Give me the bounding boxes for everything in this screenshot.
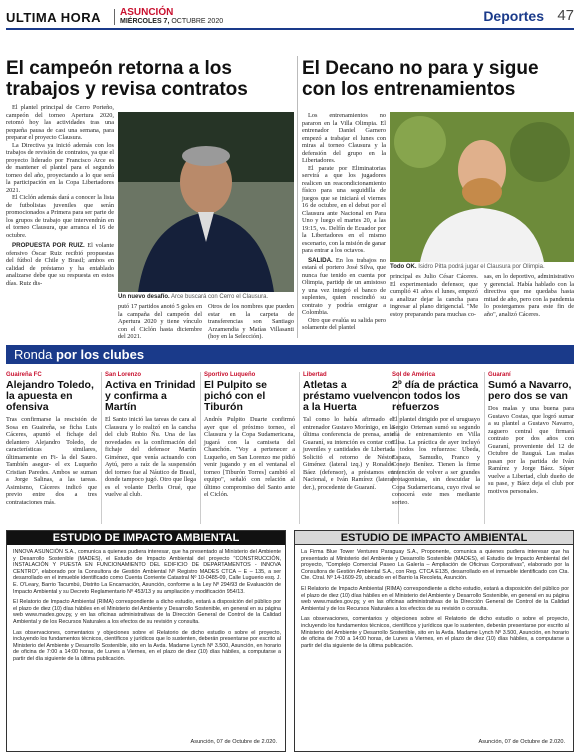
club-headline[interactable]: Activa en Trinidad y confirma a Martín [105,379,196,413]
header-divider [114,9,115,25]
club-divider [299,372,300,524]
date-label [120,18,223,25]
club-tag: Sol de América [392,372,436,378]
article2-lead-para [302,257,386,317]
legal-notice-2 [294,530,574,752]
coach-photo-illustration [118,112,294,292]
date-day: MIÉRCOLES 7, [120,18,170,25]
club-item[interactable] [6,372,97,506]
club-headline[interactable]: El Pulpito se pichó con el Tiburón [204,379,268,413]
article2-para: El parate por Eliminatorias servirá a que los jugadores realicen un reacondicionamiento físico para una seguidilla de juegos que se iniciará el viernes 16 de octubre, en el debut por el Clausura ante Nacional en Para Uno y luego el martes 20, a las 19:15, vs. Delfín de Ecuador por la Libertadores en el mismo escenario, con la misión de ganar para entrar a los octavos. [302,164,386,254]
caption-rest: Arce buscará con Cerro el Clausura. [171,294,269,300]
sports-label: Deportes [483,8,544,24]
notice-para: La Firma Blue Tower Ventures Paraguay S.A., Proponente, comunica a quienes pudiera interesar que ha presentado al Ministerio del Ambiente y Desarrollo Sostenible (MADES), el Estudio de Impacto Ambiental del proyecto, "Complejo Comercial Paseo La Galería – Ampliación de Oficinas Corporativas", elaborado por la Consultora de Gestión Ambiental S.A., con Reg. CTCA E135, desarrollado en el inmueble identificado con Cta. Cte. Ctral. Nº 14-1609-29, ubicado en el Barrio la Recoleta, Asunción. [301,549,569,582]
player-photo-illustration [390,112,574,262]
page-number: 47 [557,7,574,24]
club-tag: Guaireña FC [6,372,42,378]
article2-para: principal es Julio César Cáceres. El experimentado defensor, que cumplió 41 años el lunes, empezó a analizar dejar la cancha para ingresar al plano dirigencial. "Me estoy preparando para muchas co- [390,273,478,318]
article1-photo[interactable] [118,112,294,292]
article2-para: Otro que evalúa su salida pero solamente del plantel [302,316,386,331]
club-body: Dos malas y una buena para Gustavo Costas, que logró sumar a su plantel a Gustavo Navarro, zaguero central que firmará contrato por dos años con Guaraní, proveniente del 12 de Octubre de Itauguá. Las malas pasan por la partida de Iván Ramírez y Jorge Báez. Súper vuelve a Libertad, club dueño de su pase, y Báez deja el club por motivos personales. [488,405,574,495]
article2-col3 [484,273,574,318]
article2-para: Los entrenamientos no pararon en la Villa Olimpia. El entrenador Daniel Garnero empezó a trabajar el lunes con miras al torneo Clausura y la defensión del grupo en la Libertadores. [302,112,386,164]
caption-bold: Todo OK. [390,264,417,270]
ronda-title [14,347,144,362]
notice-text [13,549,281,667]
article1-col2 [118,303,202,341]
article2-headline[interactable]: El Decano no para y sigue con los entrenamientos [302,58,539,100]
notice-para: Las observaciones, comentarios y objeciones sobre el Relatorio de dicho estudio o sobre el proyecto, incluyendo los fundamentos técnicos, científicos y jurídicos que lo sustenten, deberán presentarse por escrito al Ministerio del Ambiente y Desarrollo Sostenible, sito en la Avda. Madame Lynch Nº 3.500, Asunción, en horario de oficina de 7:00 a 14:00 horas, de Lunes a Viernes, en el plazo de diez (10) días hábiles, a computarse a partir del día siguiente de la última publicación. [301,616,569,649]
article2-lead: SALIDA. [308,256,333,264]
club-item[interactable] [204,372,295,499]
notice-para: INNOVA ASUNCIÓN S.A., comunica a quienes pudiera interesar, que ha presentado al Ministerio del Ambiente y Desarrollo Sostenible (MADES), el Estudio de Impacto Ambiental del proyecto "CONSTRUCCIÓN, INSTALACIÓN Y PUESTA EN FUNCIONAMIENTO DEL EDIFICIO DE DEPARTAMENTOS - INNOVA CENTRO", elaborado por la Consultora de Gestión Ambiental Nº Registro MADES CTCA – E – 135, a ser desarrollado en el inmueble identificado como Cuenta Corriente Catastral Nº 10-0485-09, Calle Luguerio esq. J. E. O'Leary, Barrio Tacumbú, Distrito La Encarnación, Asunción, conforme a la Ley Nº 294/93 de Evaluación de Impacto Ambiental y su Decreto Reglamentario Nº 453/13 y su ampliación y modificación 954/13. [13,549,281,595]
article1-lead: PROPUESTA POR RUIZ. [12,242,85,249]
article1-lead-para [6,242,114,287]
club-item[interactable] [392,372,480,506]
club-item[interactable] [303,372,394,491]
caption-rest: Isidro Pitta podrá jugar el Clausura por Olimpia. [418,264,545,270]
article2-col1 [302,112,386,332]
notice-text [301,549,569,653]
article2-caption [390,264,574,271]
article1-para: La Directiva ya inició además con los trabajos de revisión de contratos, ya que el proyecto liderado por Francisco Arce es de mantener el plantel para el segundo torneo del año, proyectando a lo que será la participación en la Copa Libertadores 2021. [6,141,114,194]
article1-col1 [6,104,114,287]
article1-lead-text: El volante ofensivo Óscar Ruiz recibió propuestas del fútbol de Chile y Brasil; ambos en calidad de préstamo y ha entablado analizarse debe que su respuesta en estos días. Ruiz dis- [6,242,114,287]
article1-para: putó 17 partidos anotó 5 goles en la campaña del campeón del Apertura 2020 y tiene vínculo con el Ciclón hasta diciembre del 2021. [118,303,202,340]
club-tag: San Lorenzo [105,372,142,378]
club-body: El Santo inició las tareas de cara al Clausura y lo realizó en la cancha del club Rubio Ñu. Una de las novedades es la confirmación del fichaje del defensor Martín Giménez, que venía actuando con Aytú, pero a raíz de la suspensión del torneo fue al Náutico de Brasil, donde tampoco jugó. Otro que llega es el volante Derlis Orué, que vuelve al club. [105,416,196,498]
notice-para: Las observaciones, comentarios y objeciones sobre el Relatorio de dicho estudio o sobre el proyecto, incluyendo los fundamentos técnicos, científicos y jurídicos que lo sustenten, deberán presentarse por escrito al Ministerio del Ambiente y Desarrollo Sostenible, sito en la Avda. Madame Lynch Nº 3.500, Asunción, en horario de oficina de 7:00 a 14:00 horas, de Lunes a Viernes, en el plazo de diez (10) días hábiles, a computarse a partir del día siguiente de la última publicación. [13,629,281,662]
caption-bold: Un nuevo desafío. [118,294,170,300]
notice-signature: Asunción, 07 de Octubre de 2.020. [478,739,565,745]
club-tag: Libertad [303,372,327,378]
article1-headline[interactable]: El campeón retorna a los trabajos y revisa contratos [6,58,248,100]
article1-para: El Ciclón además dará a conocer la lista de futbolistas juveniles que serán promocionados a Primera para ser parte de los grupos de trabajo que intervendrán en el torneo Clausura, que arranca el 16 de octubre. [6,194,114,239]
club-body: El plantel dirigido por el uruguayo Sergio Orteman sumó su segundo día de entrenamiento en Villa Elisa. La práctica de ayer incluyó a todos los refuerzos: Ubeda, Espaza, Samudio, Franco y Conejo Benítez. Tienen la firme intención de volver a ser grandes protagonistas, sin descuidar la Copa Sudamericana, cuyo rival se conocerá este mes mediante sorteo. [392,416,480,506]
article2-photo[interactable] [390,112,574,262]
club-divider [200,372,201,524]
club-body: Andrés Pulpito Duarte confirmó ayer que el próximo torneo, el Clausura y la Copa Sudamericana, jugará con la camiseta del Chanchón. "Voy a pertenecer a Luqueño, en San Lorenzo me pidió venir jugando y en el ventanal el torneo [Tiburón Torres] cambió el equipo", señaló con relación al último compromiso del Santo ante el Ciclón. [204,416,295,498]
notice-para: El Relatorio de Impacto Ambiental (RIMA) correspondiente a dicho estudio, estará a disposición del público por el plazo de diez (10) días hábiles en el Ministerio del Ambiente y Desarrollo Sostenible, en general en su página web www.mades.gov.py, y en las oficinas administrativas de la Dirección General de Control de la Calidad Ambiental y de los Recursos Naturales a los efectos de su revisión y consulta. [13,599,281,625]
notice-title: ESTUDIO DE IMPACTO AMBIENTAL [7,531,285,545]
club-headline[interactable]: 2º día de práctica con todos los refuerzos [392,379,479,413]
column-divider [297,56,298,338]
club-divider [101,372,102,524]
date-rest: OCTUBRE 2020 [171,18,224,25]
city-label: ASUNCIÓN [120,7,174,18]
ronda-band [6,345,574,364]
notice-para: El Relatorio de Impacto Ambiental (RIMA) correspondiente a dicho estudio, estará a disposición del público por el plazo de diez (10) días hábiles en el Ministerio del Ambiente y Desarrollo Sostenible, en general en su página web www.mades.gov.py, y en las oficinas administrativas de la Dirección General de Control de la Calidad Ambiental y de los Recursos Naturales a los efectos de su revisión o consulta. [301,585,569,612]
notice-title: ESTUDIO DE IMPACTO AMBIENTAL [295,531,573,545]
section-label: ULTIMA HORA [6,10,102,25]
club-tag: Sportivo Luqueño [204,372,256,378]
club-body: Tal como lo había afirmado el entrenador Gustavo Morínigo, en la última conferencia de prensa, ante Guaraní, su intención es contar con juveniles y cantidades de Libertad. Solicitó el retorno de Néstor Giménez (lateral izq.) y Ronaldo Báez (defensor), a préstamos en Nacional, e Iván Ramírez (lateral der.), procedente de Guaraní. [303,416,394,491]
ronda-title-light: Ronda [14,347,53,362]
article1-caption [118,294,294,301]
article2-col2 [390,273,478,318]
article1-para: Otros de los nombres que pueden estar en la carpeta de transferencias son Santiago Arzamendia y Matías Villasanti (hoy en la Selección). [208,303,294,340]
ronda-title-bold: por los clubes [55,347,145,362]
club-headline[interactable]: Alejandro Toledo, la apuesta en ofensiva [6,379,94,413]
article2-para: sas, en lo deportivo, administrativo y gerencial. Había hablado con la directiva que me quedaba hasta mitad de año, pero con la pandemia lo postergamos para este fin de año", analizó Cáceres. [484,273,574,318]
club-item[interactable] [488,372,574,495]
article2-lead-text: En los trabajos no estará el portero José Silva, que nunca fue tenido en cuenta por Olimpia, partidp de un amistoso y una vez integró el banco de suplentes, quien rescindió su contrato y podría emigrar a Colombia. [302,256,386,316]
club-headline[interactable]: Atletas a préstamo vuelven a la Huerta [303,379,393,413]
legal-notice-1 [6,530,286,752]
notice-signature: Asunción, 07 de Octubre de 2.020. [190,739,277,745]
club-divider [484,372,485,524]
club-headline[interactable]: Sumó a Navarro, pero dos se van [488,379,572,402]
article1-col3 [208,303,294,341]
club-body: Tras confirmarse la rescisión de Sosa en Guaireña, se ficha Luis Cáceres, apuntó el fichaje del delantero Alejandro Toledo, de características similares, últimamente en Fi- la del Sauro. También asegur- el ex Luqueño Cristian Paredes. Ambos se suman a Jorge Salinas, a las tareas. Asimismo, Cáceres indicó que previo entre dos a tres contrataciones más. [6,416,97,506]
page-header [6,4,574,30]
club-item[interactable] [105,372,196,499]
article1-para: El plantel principal de Cerro Porteño, campeón del torneo Apertura 2020, retomó hoy las actividades tras una pequeña pausa de casi una semana, para preparar el proyecto Clausura. [6,104,114,141]
club-tag: Guaraní [488,372,511,378]
